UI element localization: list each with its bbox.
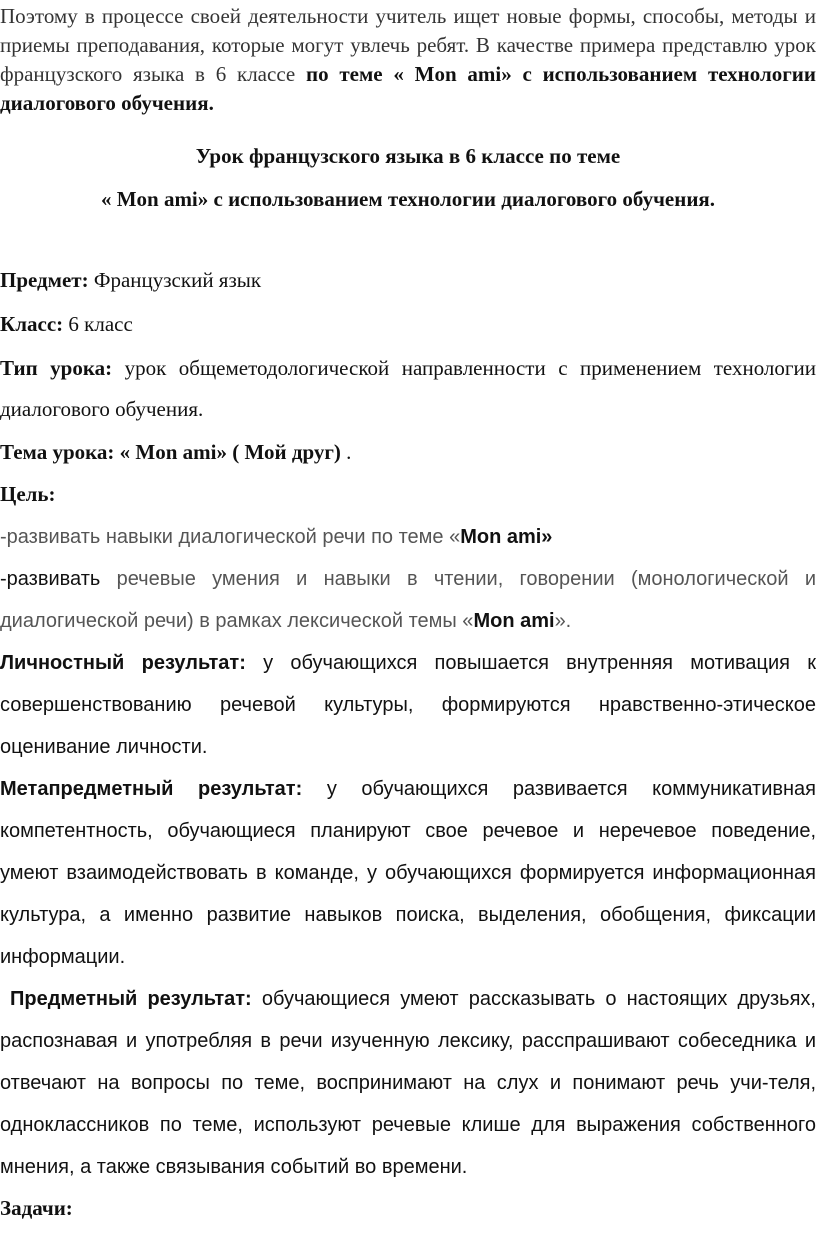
topic-value: . (340, 440, 352, 464)
topic-line (0, 432, 816, 473)
meta-result-label: Метапредметный результат: (0, 778, 303, 800)
personal-result-label: Личностный результат: (0, 652, 246, 674)
meta-result-value: у обучающихся развивается коммуникативная компетентность, обучающиеся планируют свое речевое и неречевое поведение, умеют взаимодействовать в команде, у обучающихся формируется информационная культура, а именно развитие навыков поиска, выделения, обобщения, фиксации информации. (0, 778, 816, 968)
subject-value: Французский язык (88, 268, 262, 292)
subject-label: Предмет: (0, 268, 89, 292)
goal-item-1 (0, 516, 816, 558)
personal-result-paragraph (0, 642, 816, 768)
goal-item-2-prefix: -развивать (0, 568, 101, 590)
grade-value: 6 класс (63, 312, 133, 336)
goal-item-2 (0, 558, 816, 642)
tasks-label: Задачи: (0, 1196, 73, 1220)
meta-result-paragraph (0, 768, 816, 978)
intro-text: Поэтому в процессе своей деятельности учитель ищет новые формы, способы, методы и приемы преподавания, которые могут увлечь ребят. В качестве примера представлю урок французского языка в 6 классе (0, 4, 816, 86)
lesson-type-label: Тип урока: (0, 356, 113, 380)
intro-paragraph (0, 2, 816, 118)
goal-label: Цель: (0, 482, 56, 506)
subject-result-value: обучающиеся умеют рассказывать о настоящих друзьях, распознавая и употребляя в речи изученную лексику, расспрашивают собеседника и отвечают на вопросы по теме, воспринимают на слух и понимают речь учи-теля, одноклассников по теме, используют речевые клише для выражения собственного мнения, а также связывания событий во времени. (0, 988, 816, 1178)
personal-result-value: у обучающихся повышается внутренняя мотивация к совершенствованию речевой культуры, формируются нравственно-этическое оценивание личности. (0, 652, 816, 758)
lesson-title-line-1: Урок французского языка в 6 классе по теме (195, 144, 621, 168)
topic-label: Тема урока: « Mon ami» ( Мой друг) (0, 440, 341, 464)
subject-result-paragraph (0, 978, 816, 1188)
goal-item-1-bold: Mon ami» (460, 526, 553, 548)
goal-item-2-bold: Mon ami (473, 610, 555, 632)
goal-item-2-text: речевые умения и навыки в чтении, говорении (монологической и диалогической речи) в рамках лексической темы « (0, 568, 816, 632)
goal-item-2-end: ». (554, 610, 572, 632)
grade-label: Класс: (0, 312, 64, 336)
grade-line (0, 304, 816, 345)
lesson-type-paragraph (0, 348, 816, 430)
subject-result-label: Предметный результат: (10, 988, 252, 1010)
goal-item-1-text: -развивать навыки диалогической речи по теме « (0, 526, 461, 548)
subject-line (0, 260, 816, 301)
lesson-type-value: урок общеметодологической направленности с применением технологии диалогового обучения. (0, 356, 816, 421)
intro-bold-text: по теме « Mon ami» с использованием технологии диалогового обучения. (0, 62, 816, 115)
lesson-title-line-2: « Mon ami» с использованием технологии диалогового обучения. (100, 187, 716, 211)
